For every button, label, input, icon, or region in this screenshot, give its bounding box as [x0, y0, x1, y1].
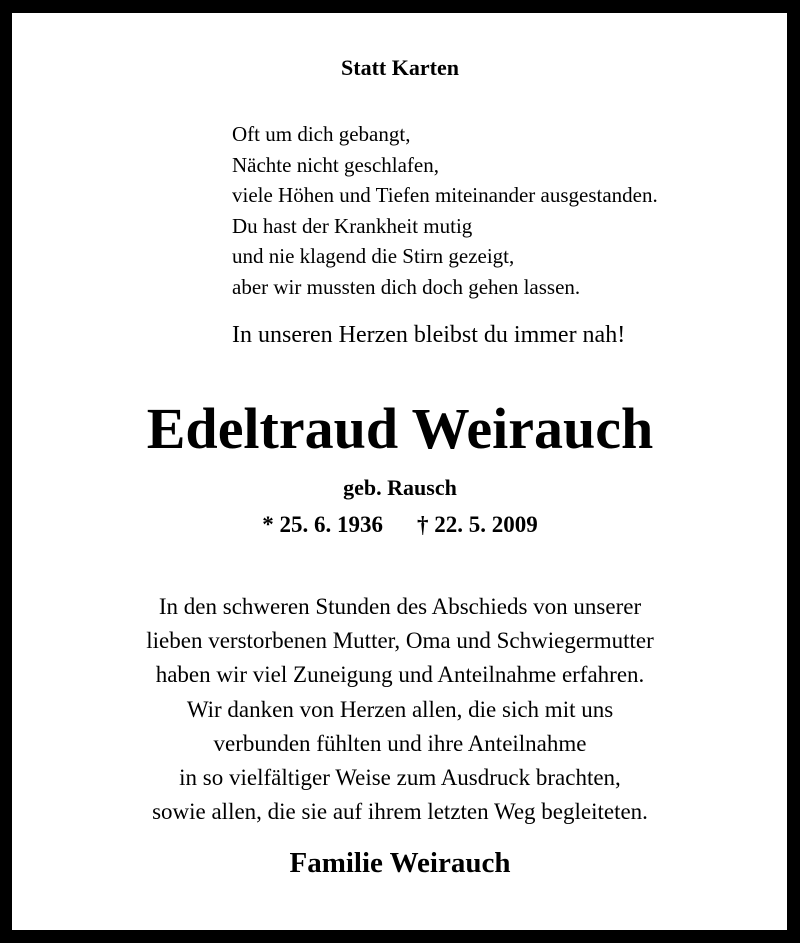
thanks-paragraph — [0, 590, 800, 829]
poem-line: viele Höhen und Tiefen miteinander ausgestanden. — [232, 183, 658, 207]
thanks-line: verbunden fühlten und ihre Anteilnahme — [213, 730, 587, 756]
poem-closing-line: In unseren Herzen bleibst du immer nah! — [232, 322, 626, 348]
thanks-line: in so vielfältiger Weise zum Ausdruck brachten, — [179, 765, 621, 791]
death-date: † 22. 5. 2009 — [417, 512, 538, 537]
poem-line: und nie klagend die Stirn gezeigt, — [232, 244, 515, 268]
poem-line: Oft um dich gebangt, — [232, 122, 411, 146]
header-statt-karten: Statt Karten — [341, 55, 459, 80]
poem-block — [232, 119, 658, 302]
thanks-line: sowie allen, die sie auf ihrem letzten Weg begleiteten. — [152, 799, 648, 825]
thanks-line: lieben verstorbenen Mutter, Oma und Schwiegermutter — [146, 628, 654, 654]
poem-line: aber wir mussten dich doch gehen lassen. — [232, 274, 581, 299]
thanks-line: haben wir viel Zuneigung und Anteilnahme erfahren. — [155, 662, 645, 688]
life-dates — [0, 510, 800, 540]
thanks-line: Wir danken von Herzen allen, die sich mit uns — [186, 696, 614, 722]
poem-line: Nächte nicht geschlafen, — [232, 152, 439, 177]
poem-line: Du hast der Krankheit mutig — [232, 213, 473, 238]
deceased-name: Edeltraud Weirauch — [146, 396, 654, 461]
maiden-name: geb. Rausch — [343, 475, 457, 500]
family-signature: Familie Weirauch — [289, 847, 511, 879]
thanks-line: In den schweren Stunden des Abschieds von unserer — [158, 594, 642, 619]
birth-date: * 25. 6. 1936 — [262, 512, 383, 537]
